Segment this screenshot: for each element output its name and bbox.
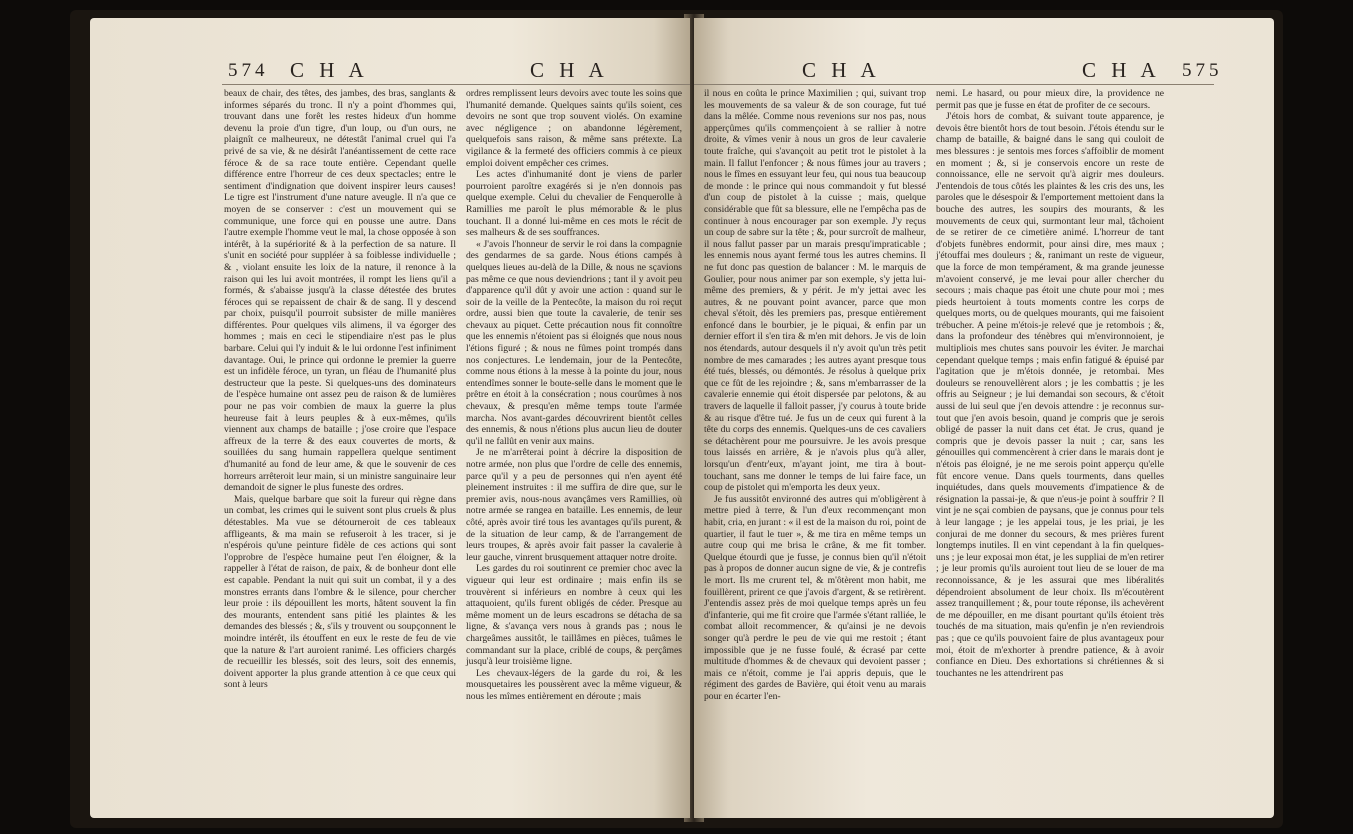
right-header-rule [694,84,1214,85]
paragraph: nemi. Le hasard, ou pour mieux dire, la providence ne permit pas que je fusse en état de profiter de ce secours. [936,88,1164,111]
left-page [90,18,690,818]
right-headword-center: C H A [802,58,881,82]
paragraph: ordres remplissent leurs devoirs avec toute les soins que l'humanité demande. Quelques saints qu'ils soient, ces devoirs ne sont que trop souvent violés. On examine avec négligence ; on abandonne légèrement, quelquefois sans raison, & même sans prétexte. La vigilance & la fermeté des officiers commis à ce pieux emploi doivent empêcher ces crimes. [466,88,682,169]
paragraph: beaux de chair, des têtes, des jambes, des bras, sanglants & informes séparés du tronc. Il n'y a point d'hommes qui, trouvant dans une forêt les restes hideux d'un homme devenu la proie d'un tigre, d'un loup, ou d'un ours, ne plaignît ce malheureux, ne détestât l'animal cruel qui l'a privé de sa vie, & ne désirât l'anéantissement de cette race féroce & de sa race toute entière. Cependant quelle différence entre l'horreur de ces deux spectacles; entre le sentiment d'indignation que doivent inspirer leurs causes! Le tigre est l'instrument d'une nature aveugle. Il n'a que ce moyen de se conserver : c'est un mouvement qui se communique, une force qui en pousse une autre. Dans l'autre exemple l'homme veut le mal, la chose opposée à son intérêt, à la supériorité & à la perfection de sa nature. Il s'unit en société pour suppléer à sa foiblesse individuelle ; & , violant ensuite les loix de la nature, il renonce à la raison qui les lui avoit montrées, il rompt les liens qu'il a formés, & s'abaisse jusqu'à la classe détestée des brutes féroces qui se repaissent de chair & de sang. Il y descend par choix, puisqu'il pourroit subsister de mille manières différentes. Pour quelques vils alimens, il va égorger des hommes ; mais en ceci le stipendiaire n'est pas le plus barbare. Celui qui l'y induit & le lui ordonne l'est infiniment davantage. Oui, le prince qui ordonne le premier la guerre est un infidèle féroce, un tyran, un fléau de l'humanité plus destructeur que la peste. Si quelques-uns des dominateurs de l'espèce humaine ont assez peu de raison & de lumières pour ne pas voir combien de maux la guerre la plus heureuse fait à leurs peuples & à eux-mêmes, qu'ils viennent aux champs de bataille ; j'ose croire que l'espace affreux de la terre & des eaux couvertes de morts, & souillées du sang humain rappellera quelque sentiment d'humanité au fond de leur ame, & que le souvenir de ces horreurs arrêteroit leur main, si un ministre sanguinaire leur demandoit de signer le plus funeste des ordres. [224,88,456,494]
open-book [70,10,1283,828]
paragraph: il nous en coûta le prince Maximilien ; qui, suivant trop les mouvements de sa valeur & de son courage, fut tué dans la mêlée. Comme nous revenions sur nos pas, nous apperçûmes qu'ils commençoient à se rallier à notre droite, & vîmes venir à nous un gros de leur cavalerie toute fraîche, qui s'avançoit au petit trot le pistolet à la main. Il fallut l'enfoncer ; & nous fûmes jour au travers ; nous le fîmes en essuyant leur feu, qui nous tua beaucoup de monde : le prince qui nous commandoit y fut blessé d'un coup de pistolet à la cuisse ; mais, quelque considérable que fût sa blessure, elle ne l'empêcha pas de continuer à nous encourager par son exemple. J'y reçus un coup de sabre sur la tête ; &, pour surcroît de malheur, il nous fallut passer par un marais presqu'impraticable ; les ennemis nous ayant fermé tous les autres chemins. Il ne fut donc pas question de balancer : M. le marquis de Goulier, pour nous animer par son exemple, s'y jetta lui-même des premiers, & y périt. Je m'y jettai avec les autres, & ne pouvant point avancer, parce que mon cheval s'étoit, dès les premiers pas, presque entièrement enfoncé dans le bourbier, je le piquai, & enfin par un dernier effort il s'en tira & m'en mit dehors. Je vis de loin nos étendards, autour desquels il n'y avoit qu'un très petit nombre de mes camarades ; les autres ayant presque tous été tués, blessés, ou démontés. Je résolus à quelque prix que ce fût de les rejoindre ; &, sans m'embarrasser de la cavalerie ennemie qui étoit dispersée par pelotons, & au travers de laquelle il falloit passer, j'y courus à toute bride & au risque d'être tué. Je fus un de ceux qui furent à la tête du corps des ennemis. Quelques-uns de ces cavaliers se détachèrent pour me poursuivre. Je les avois presque tous laissés en arrière, & je n'avois plus qu'à aller, lorsqu'un d'entr'eux, m'ayant joint, me tira à bout-touchant, sans me donner le temps de lui faire face, un coup de pistolet qui m'emporta les deux yeux. [704,88,926,494]
paragraph: Mais, quelque barbare que soit la fureur qui règne dans un combat, les crimes qui le suivent sont plus cruels & plus détestables. Ma vue se détourneroit de ces tableaux affligeants, & ma main se refuseroit à les tracer, si je n'espérois qu'une peinture fidèle de ces actions qui sont l'opprobre de l'espèce humaine peut l'en éloigner, & la rappeller à l'état de raison, de paix, & de bonheur dont elle est capable. Pendant la nuit qui suit un combat, il y a des monstres errants dans l'ombre & le silence, pour chercher leur proie : ils dépouillent les morts, hâtent souvent la fin des mourants, entendent sans pitié les plaintes & les demandes des blessés ; &, s'ils y trouvent ou soupçonnent le moindre intérêt, ils étouffent en eux le reste de feu de vie que la nature & l'art auroient ranimé. Les officiers chargés de recueillir les blessés, soit des leurs, soit des ennemis, doivent apporter la plus grande attention à ce que ceux qui sont à leurs [224,493,456,691]
left-header-rule [222,84,690,85]
left-page-number: 574 [228,60,269,81]
paragraph: Les chevaux-légers de la garde du roi, & les mousquetaires les poussèrent avec la même vigueur, & nous les mîmes entièrement en déroute ; mais [466,667,682,702]
left-headword-center: C H A [530,58,609,82]
right-column-2 [936,88,1164,679]
left-headword: C H A [290,58,369,82]
left-page-header [90,60,690,86]
left-column-2 [466,88,682,702]
right-headword: C H A [1082,58,1161,82]
paragraph: J'étois hors de combat, & suivant toute apparence, je devois être bientôt hors de tout besoin. J'étois étendu sur le champ de bataille, & baigné dans le sang qui couloit de mes blessures : je sentois mes forces s'affoiblir de moment en moment ; &, si je conservois encore un reste de connoissance, elle ne servoit qu'à aigrir mes douleurs. J'entendois de tous côtés les plaintes & les cris des uns, les paroles que le désespoir & l'emportement mettoient dans la bouche des autres, les soupirs des mourants, & les mouvements de ceux qui, surmontant leur mal, tâchoient de se retirer de ce cimetière animé. L'horreur de tant d'objets funèbres endormit, pour ainsi dire, mes maux ; j'étouffai mes douleurs ; &, ranimant un reste de vigueur, que la force de mon tempérament, & ma grande jeunesse m'avoient conservé, je me levai pour aller chercher du secours ; mais chaque pas étoit une chute pour moi ; mes pieds heurtoient à touts moments contre les corps de quelques morts, ou de quelques mourants, qui me faisoient trébucher. A peine m'étois-je relevé que je retombois ; &, dans la profondeur des ténèbres qui m'environnoient, je multipliois mes chutes sans pouvoir les éviter. Je marchai cependant quelque temps ; mais enfin fatigué & épuisé par l'agitation que je m'étois donnée, je retombai. Mes douleurs se renouvellèrent alors ; je les combattis ; je les offris au Seigneur ; je lui demandai son secours, & c'étoit aussi de lui seul que j'en devois attendre : je reconnus sur-tout que j'en avois besoin, quand je compris que je serois obligé de passer la nuit dans cet état. Je crus, quand je compris que je devois passer la nuit ; car, sans les génouilles qui commencèrent à crier dans le marais dont je n'étois pas éloigné, je ne me serois point apperçu qu'elle fût encore venue. Dans quels tourments, dans quelles inquiétudes, dans quels mouvements d'impatience & de résignation la passai-je, & que n'eus-je point à souffrir ? Il vint je ne sçai combien de paysans, que je connus pour tels à leur langage ; je les appelai tous, je les priai, je les conjurai de me donner du secours, & mes prières furent longtemps inutiles. Il en vint cependant à la fin quelques-uns ; je leur exposai mon état, je les suppliai de m'en retirer ; je leur promis qu'ils auroient tout lieu de se louer de ma reconnoissance, & je les assurai que mes libéralités dépendroient absolument de leur choix. Ils m'écoutèrent assez tranquillement ; &, pour toute réponse, ils achevèrent de me dépouiller, en me disant pourtant qu'ils étoient très touchés de ma situation, mais qu'enfin je n'en reviendrois pas ; que ce qu'ils pouvoient faire de plus avantageux pour moi, étoit de m'exhorter à prendre patience, & à avoir confiance en Dieu. Des exhortations si chrétiennes & si touchantes ne les attendrirent pas [936,111,1164,679]
paragraph: Je ne m'arrêterai point à décrire la disposition de notre armée, non plus que l'ordre de celle des ennemis, parce qu'il y a peu de personnes qui n'en ayent été pleinement instruites : il me suffira de dire que, sur le premier avis, nous-nous avançâmes vers Ramillies, où notre armée se rangea en bataille. Les ennemis, de leur côté, après avoir tiré tous les avantages qu'ils purent, & de la situation de leur camp, & de l'arrangement de leurs troupes, & après avoir fait passer la cavalerie à leur gauche, vinrent brusquement attaquer notre droite. [466,447,682,563]
right-page [694,18,1274,818]
paragraph: Je fus aussitôt environné des autres qui m'obligèrent à mettre pied à terre, & l'un d'eux recommençant mon habit, cria, en jurant : « il est de la maison du roi, point de quartier, il faut le tuer », & me tira en même temps un autre coup qui me brisa le crâne, & me fit tomber. Quelque étourdi que je fusse, je connus bien qu'il n'étoit pas à propos de donner aucun signe de vie, & je contrefis le mort. Ils me crurent tel, & m'ôtèrent mon habit, me fouillèrent, prirent ce que j'avois d'argent, & se retirèrent. J'entendis assez près de moi quelque temps après un feu d'infanterie, qui me fit croire que l'armée s'étant ralliée, le combat alloit recommencer, & qu'ainsi je ne devois songer qu'à perdre le peu de vie qui me restoit ; étant impossible que je ne fusse foulé, & écrasé par cette multitude d'hommes & de chevaux qui devoient passer ; mais ce n'étoit, comme je l'ai appris depuis, que le régiment des gardes de Bavière, qui étoit venu au marais pour en écarter l'en- [704,493,926,702]
left-column-1 [224,88,456,691]
paragraph: « J'avois l'honneur de servir le roi dans la compagnie des gendarmes de sa garde. Nous étions campés à quelques lieues au-delà de la Dille, & nous ne sçavions pas même ce que nous deviendrions ; tant il y avoit peu d'apparence qu'il dût y avoir une action : quand sur le soir de la veille de la Pentecôte, la maison du roi reçut ordre, aussi bien que toute la cavalerie, de tenir ses chevaux au piquet. Cette précaution nous fit connoître que les ennemis n'étoient pas si éloignés que nous nous l'étions figuré ; & nous ne fûmes point trompés dans nos conjectures. Le lendemain, jour de la Pentecôte, comme nous étions à la messe à la pointe du jour, nous entendîmes sonner le boute-selle dans le moment que le prêtre en étoit à la consécration ; nous courûmes à nos chevaux, & presqu'en même temps toute l'armée marcha. Nos avant-gardes découvrirent bientôt celles des ennemis, & nous n'étions plus aucun lieu de douter qu'il ne fallût en venir aux mains. [466,238,682,447]
paragraph: Les actes d'inhumanité dont je viens de parler pourroient paroître exagérés si je n'en donnois pas quelque exemple. Celui du chevalier de Fenquerolle à Ramillies me paroît le plus mémorable & le plus touchant. Il a donné lui-même en ces mots le récit de ses malheurs & de ses souffrances. [466,169,682,239]
right-page-number: 575 [1182,60,1223,81]
right-column-1 [704,88,926,702]
paragraph: Les gardes du roi soutinrent ce premier choc avec la vigueur qui leur est ordinaire ; mais enfin ils se trouvèrent si inférieurs en nombre à ceux qui les attaquoient, qu'ils furent obligés de céder. Presque au même moment un de leurs escadrons se détacha de sa ligne, & s'avança vers nous à grands pas ; nous le chargeâmes aussitôt, le taillâmes en pièces, tuâmes le commandant sur la place, criblé de coups, & perçâmes jusqu'à leur troisième ligne. [466,563,682,668]
right-page-header [694,60,1274,86]
